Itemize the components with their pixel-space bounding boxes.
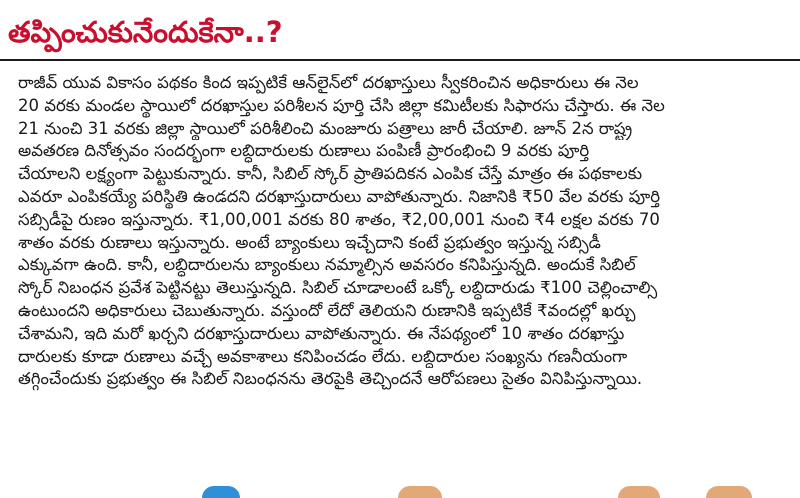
article-headline: తప్పించుకునేందుకేనా..? (8, 15, 283, 49)
cropped-hand-figure (618, 486, 660, 498)
body-line: ఎవరూ ఎంపికయ్యే పరిస్థితి ఉండదని దరఖాస్తుదారులు వాపోతున్నారు. నిజానికి ₹50 వేల వరకు పూర్తి (18, 186, 661, 206)
cropped-hand-figure (706, 486, 752, 498)
body-line: దారులకు కూడా రుణాలు వచ్చే అవకాశాలు కనిపించడం లేదు. లబ్ధిదారుల సంఖ్యను గణనీయంగా (18, 346, 628, 366)
cropped-hand-figure (398, 486, 442, 498)
body-line: శాతం వరకు రుణాలు ఇస్తున్నారు. అంటే బ్యాంకులు ఇచ్చేదాని కంటే ప్రభుత్వం ఇస్తున్న సబ్సిడీ (18, 232, 601, 252)
body-line: చేశామని, ఇది మరో ఖర్చని దరఖాస్తుదారులు వాపోతున్నారు. ఈ నేపథ్యంలో 10 శాతం దరఖాస్తు (18, 323, 625, 343)
body-line: రాజీవ్ యువ వికాసం పథకం కింద ఇప్పటికే ఆన్‌లైన్‌లో దరఖాస్తులు స్వీకరించిన అధికారులు ఈ నెల (18, 73, 639, 92)
body-line: ఉంటుందని అధికారులు చెబుతున్నారు. వస్తుందో లేదో తెలియని రుణానికి ఇప్పటికే ₹వందల్లో ఖర్చు (18, 300, 636, 320)
body-line: సబ్సిడీపై రుణం ఇస్తున్నారు. ₹1,00,001 వరకు 80 శాతం, ₹2,00,001 నుంచి ₹4 లక్షల వరకు 70 (18, 209, 660, 229)
body-line: స్కోర్ నిబంధన ప్రవేశ పెట్టినట్టు తెలుస్తున్నది. సిబిల్ చూడాలంటే ఒక్కో లబ్ధిదారుడు ₹100 చెల్లించాల్సి (18, 278, 658, 298)
body-line: తగ్గించేందుకు ప్రభుత్వం ఈ సిబిల్ నిబంధనను తెరపైకి తెచ్చిందనే ఆరోపణలు సైతం వినిపిస్తున్నాయి. (18, 369, 643, 389)
body-line: ఎక్కువగా ఉంది. కానీ, లబ్ధిదారులను బ్యాంకులు నమ్మాల్సిన అవసరం కనిపిస్తున్నది. అందుకే సిబిల్ (18, 255, 636, 275)
body-line: 20 వరకు మండల స్థాయిలో దరఖాస్తుల పరిశీలన పూర్తి చేసి జిల్లా కమిటీలకు సిఫారసు చేస్తారు. ఈ నెల (18, 95, 665, 115)
body-line: చేయాలని లక్ష్యంగా పెట్టుకున్నారు. కానీ, సిబిల్ స్కోర్ ప్రాతిపదికన ఎంపిక చేస్తే మాత్రం ఈ పథకాలకు (18, 164, 643, 184)
article-body (18, 72, 788, 391)
headline-divider (0, 59, 800, 61)
cropped-figure-blue (202, 486, 240, 498)
body-line: అవతరణ దినోత్సవం సందర్భంగా లబ్ధిదారులకు రుణాలు పంపిణీ ప్రారంభించి 9 వరకు పూర్తి (18, 141, 590, 161)
body-line: 21 నుంచి 31 వరకు జిల్లా స్థాయిలో పరిశీలించి మంజూరు పత్రాలు జారీ చేయాలి. జూన్ 2న రాష్ట్ర (18, 118, 633, 138)
